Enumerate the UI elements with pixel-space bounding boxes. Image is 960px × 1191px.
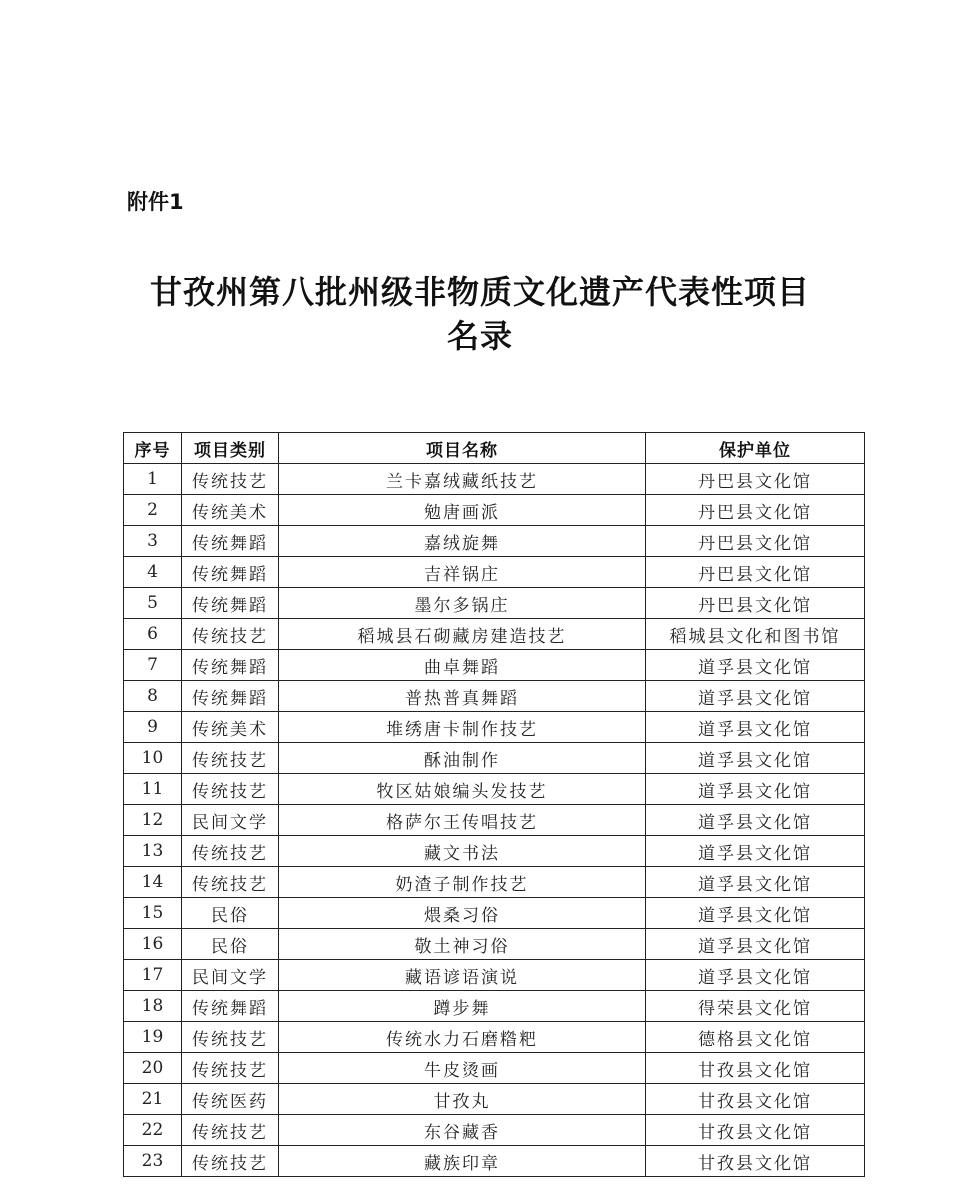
row-protection-unit: 丹巴县文化馆 (646, 588, 865, 619)
row-index: 5 (124, 588, 182, 619)
row-category: 传统技艺 (182, 1022, 279, 1053)
row-project-name: 稻城县石砌藏房建造技艺 (279, 619, 646, 650)
table-row (124, 619, 865, 650)
row-protection-unit: 道孚县文化馆 (646, 836, 865, 867)
table-row (124, 929, 865, 960)
row-index: 22 (124, 1115, 182, 1146)
header-project-name: 项目名称 (279, 433, 646, 464)
row-protection-unit: 道孚县文化馆 (646, 960, 865, 991)
row-project-name: 普热普真舞蹈 (279, 681, 646, 712)
row-project-name: 藏族印章 (279, 1146, 646, 1177)
row-index: 4 (124, 557, 182, 588)
table-row (124, 712, 865, 743)
row-protection-unit: 丹巴县文化馆 (646, 526, 865, 557)
table-row (124, 681, 865, 712)
table-row (124, 1022, 865, 1053)
row-category: 民间文学 (182, 805, 279, 836)
table-row (124, 805, 865, 836)
row-project-name: 奶渣子制作技艺 (279, 867, 646, 898)
document-title-line-2: 名录 (446, 317, 513, 355)
row-protection-unit: 道孚县文化馆 (646, 867, 865, 898)
row-index: 14 (124, 867, 182, 898)
row-protection-unit: 丹巴县文化馆 (646, 495, 865, 526)
row-category: 传统舞蹈 (182, 588, 279, 619)
table-row (124, 867, 865, 898)
table-row (124, 1115, 865, 1146)
row-category: 民俗 (182, 929, 279, 960)
row-project-name: 兰卡嘉绒藏纸技艺 (279, 464, 646, 495)
row-project-name: 格萨尔王传唱技艺 (279, 805, 646, 836)
row-category: 传统技艺 (182, 464, 279, 495)
table-row (124, 1084, 865, 1115)
row-index: 20 (124, 1053, 182, 1084)
row-index: 12 (124, 805, 182, 836)
row-category: 传统美术 (182, 495, 279, 526)
row-project-name: 传统水力石磨糌粑 (279, 1022, 646, 1053)
row-category: 传统技艺 (182, 1115, 279, 1146)
row-category: 民间文学 (182, 960, 279, 991)
header-category: 项目类别 (182, 433, 279, 464)
table-row (124, 1146, 865, 1177)
row-protection-unit: 道孚县文化馆 (646, 805, 865, 836)
row-project-name: 藏语谚语演说 (279, 960, 646, 991)
row-category: 传统技艺 (182, 619, 279, 650)
row-protection-unit: 甘孜县文化馆 (646, 1053, 865, 1084)
row-index: 10 (124, 743, 182, 774)
row-protection-unit: 稻城县文化和图书馆 (646, 619, 865, 650)
table-row (124, 991, 865, 1022)
row-project-name: 敬土神习俗 (279, 929, 646, 960)
table-row (124, 898, 865, 929)
row-category: 传统技艺 (182, 1053, 279, 1084)
row-category: 传统美术 (182, 712, 279, 743)
table-row (124, 650, 865, 681)
row-index: 18 (124, 991, 182, 1022)
row-index: 19 (124, 1022, 182, 1053)
row-index: 8 (124, 681, 182, 712)
attachment-label: 附件1 (127, 190, 184, 214)
row-index: 21 (124, 1084, 182, 1115)
row-index: 1 (124, 464, 182, 495)
document-title-line-1: 甘孜州第八批州级非物质文化遗产代表性项目 (149, 273, 810, 311)
row-index: 2 (124, 495, 182, 526)
table-row (124, 495, 865, 526)
row-project-name: 酥油制作 (279, 743, 646, 774)
row-index: 7 (124, 650, 182, 681)
row-protection-unit: 甘孜县文化馆 (646, 1115, 865, 1146)
header-protection-unit: 保护单位 (646, 433, 865, 464)
row-index: 13 (124, 836, 182, 867)
row-index: 6 (124, 619, 182, 650)
table-row (124, 464, 865, 495)
row-category: 传统技艺 (182, 836, 279, 867)
table-row (124, 836, 865, 867)
row-index: 3 (124, 526, 182, 557)
row-category: 传统技艺 (182, 743, 279, 774)
row-index: 17 (124, 960, 182, 991)
row-category: 传统技艺 (182, 774, 279, 805)
row-category: 传统舞蹈 (182, 991, 279, 1022)
row-project-name: 牛皮烫画 (279, 1053, 646, 1084)
table-row (124, 526, 865, 557)
row-protection-unit: 得荣县文化馆 (646, 991, 865, 1022)
row-project-name: 蹲步舞 (279, 991, 646, 1022)
row-project-name: 曲卓舞蹈 (279, 650, 646, 681)
row-protection-unit: 道孚县文化馆 (646, 743, 865, 774)
row-index: 15 (124, 898, 182, 929)
row-protection-unit: 道孚县文化馆 (646, 929, 865, 960)
row-protection-unit: 丹巴县文化馆 (646, 464, 865, 495)
row-category: 传统技艺 (182, 1146, 279, 1177)
row-protection-unit: 甘孜县文化馆 (646, 1084, 865, 1115)
row-project-name: 嘉绒旋舞 (279, 526, 646, 557)
row-category: 传统舞蹈 (182, 681, 279, 712)
row-project-name: 勉唐画派 (279, 495, 646, 526)
row-category: 传统技艺 (182, 867, 279, 898)
row-index: 9 (124, 712, 182, 743)
row-protection-unit: 甘孜县文化馆 (646, 1146, 865, 1177)
row-category: 传统舞蹈 (182, 526, 279, 557)
row-protection-unit: 道孚县文化馆 (646, 898, 865, 929)
row-category: 民俗 (182, 898, 279, 929)
row-project-name: 煨桑习俗 (279, 898, 646, 929)
row-index: 11 (124, 774, 182, 805)
row-project-name: 东谷藏香 (279, 1115, 646, 1146)
row-category: 传统医药 (182, 1084, 279, 1115)
row-project-name: 吉祥锅庄 (279, 557, 646, 588)
row-protection-unit: 道孚县文化馆 (646, 712, 865, 743)
header-index: 序号 (124, 433, 182, 464)
row-project-name: 甘孜丸 (279, 1084, 646, 1115)
row-protection-unit: 丹巴县文化馆 (646, 557, 865, 588)
document-title (110, 270, 850, 358)
row-project-name: 墨尔多锅庄 (279, 588, 646, 619)
row-project-name: 牧区姑娘编头发技艺 (279, 774, 646, 805)
row-index: 16 (124, 929, 182, 960)
row-index: 23 (124, 1146, 182, 1177)
row-project-name: 堆绣唐卡制作技艺 (279, 712, 646, 743)
table-row (124, 960, 865, 991)
row-project-name: 藏文书法 (279, 836, 646, 867)
row-protection-unit: 德格县文化馆 (646, 1022, 865, 1053)
row-protection-unit: 道孚县文化馆 (646, 774, 865, 805)
table-header-row (124, 433, 865, 464)
table-row (124, 557, 865, 588)
row-protection-unit: 道孚县文化馆 (646, 650, 865, 681)
table-row (124, 588, 865, 619)
table-row (124, 774, 865, 805)
heritage-list-table (123, 432, 865, 1177)
table-row (124, 743, 865, 774)
row-category: 传统舞蹈 (182, 650, 279, 681)
row-category: 传统舞蹈 (182, 557, 279, 588)
table-row (124, 1053, 865, 1084)
row-protection-unit: 道孚县文化馆 (646, 681, 865, 712)
